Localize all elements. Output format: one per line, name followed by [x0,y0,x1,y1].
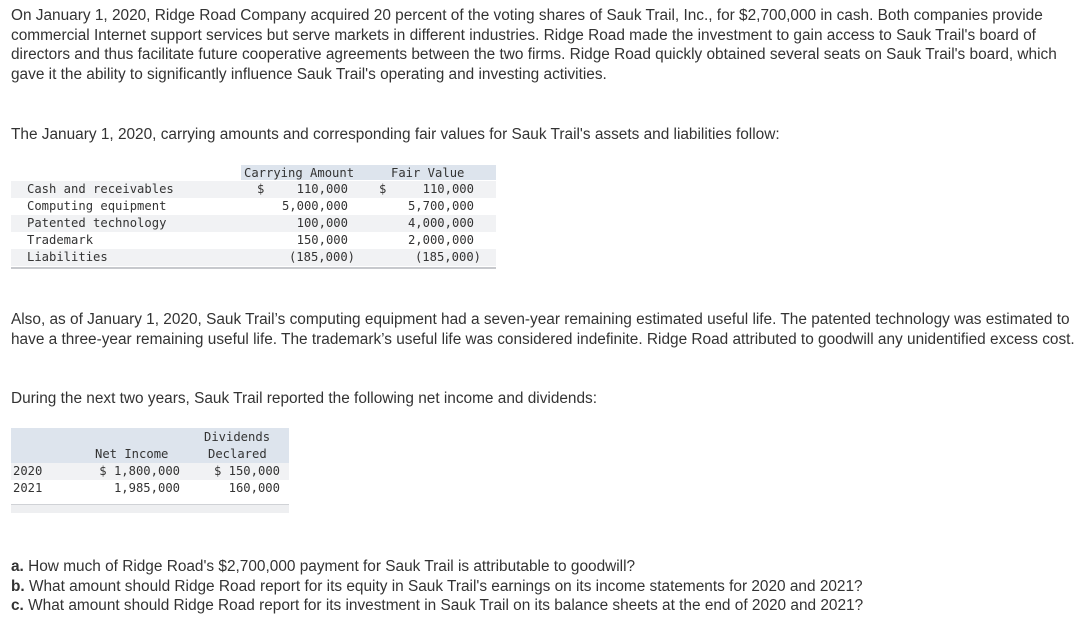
fair-value-value: (185,000) [414,250,481,264]
table-row [11,463,289,480]
table-row [11,249,496,266]
year-cell: 2020 [13,464,43,478]
net-income-cell: 1,985,000 [113,481,180,495]
question-letter: c. [11,597,24,615]
question-b [11,577,1081,597]
carrying-currency-sign: $ [257,182,265,196]
table-bottom-rule [11,267,496,269]
carrying-amount-value: 110,000 [296,182,348,196]
dividends-cell: 160,000 [228,481,280,495]
question-text: How much of Ridge Road's $2,700,000 payment for Sauk Trail is attributable to goodwill? [28,558,636,575]
question-a [11,557,1081,577]
carrying-intro-paragraph: The January 1, 2020, carrying amounts and corresponding fair values for Sauk Trail's assets and liabilities follow: [11,126,780,143]
carrying-amount-value: 5,000,000 [281,199,348,213]
assets-liabilities-table [11,163,496,269]
row-label: Patented technology [27,216,167,230]
year-cell: 2021 [13,481,43,495]
net-income-header: Net Income [95,447,169,461]
net-income-cell: $ 1,800,000 [99,464,180,478]
carrying-amount-value: 150,000 [296,233,348,247]
fair-value-value: 2,000,000 [407,233,474,247]
row-label: Computing equipment [27,199,167,213]
question-letter: b. [11,577,25,595]
table-bottom-rule [11,504,289,513]
table-row [11,215,496,232]
carrying-amount-value: (185,000) [288,250,355,264]
useful-life-paragraph: Also, as of January 1, 2020, Sauk Trail’s computing equipment had a seven-year remaining estimated useful life. The patented technology was estimated to have a three-year remaining useful life. The trademark’s useful life was considered indefinite. Ridge Road attributed to goodwill any unidentified excess cost. [11,311,1075,348]
table-row [11,232,496,249]
row-label: Cash and receivables [27,182,174,196]
row-label: Trademark [27,233,94,247]
carrying-amount-value: 100,000 [296,216,348,230]
intro-paragraph: On January 1, 2020, Ridge Road Company acquired 20 percent of the voting shares of Sauk Trail, Inc., for $2,700,000 in cash. Both companies provide commercial Internet support services but serve markets in different industries. Ridge Road made the investment to gain access to Sauk Trail's board of directors and thus facilitate future cooperative agreements between the two firms. Ridge Road quickly obtained several seats on Sauk Trail's board, which gave it the ability to significantly influence Sauk Trail's operating and investing activities. [11,7,1057,84]
income-dividends-table [11,428,289,513]
fair-value-value: 5,700,000 [407,199,474,213]
table-row [11,480,289,497]
question-letter: a. [11,558,24,575]
row-label: Liabilities [27,250,108,264]
question-c [11,596,1081,616]
table-row [11,181,496,198]
carrying-amount-header: Carrying Amount [244,166,355,180]
question-text: What amount should Ridge Road report for its investment in Sauk Trail on its balance sheets at the end of 2020 and 2021? [28,597,864,615]
fair-value-value: 4,000,000 [407,216,474,230]
fair-value-value: 110,000 [422,182,474,196]
dividends-cell: $ 150,000 [213,464,280,478]
dividends-header-line2: Declared [208,447,267,461]
fair-currency-sign: $ [379,182,387,196]
fair-value-header: Fair Value [391,166,465,180]
question-text: What amount should Ridge Road report for its equity in Sauk Trail's earnings on its income statements for 2020 and 2021? [28,577,863,595]
questions-list [11,557,1081,616]
table-row [11,198,496,215]
dividends-header-line1: Dividends [204,430,271,444]
income-intro-paragraph: During the next two years, Sauk Trail reported the following net income and dividends: [11,390,598,407]
